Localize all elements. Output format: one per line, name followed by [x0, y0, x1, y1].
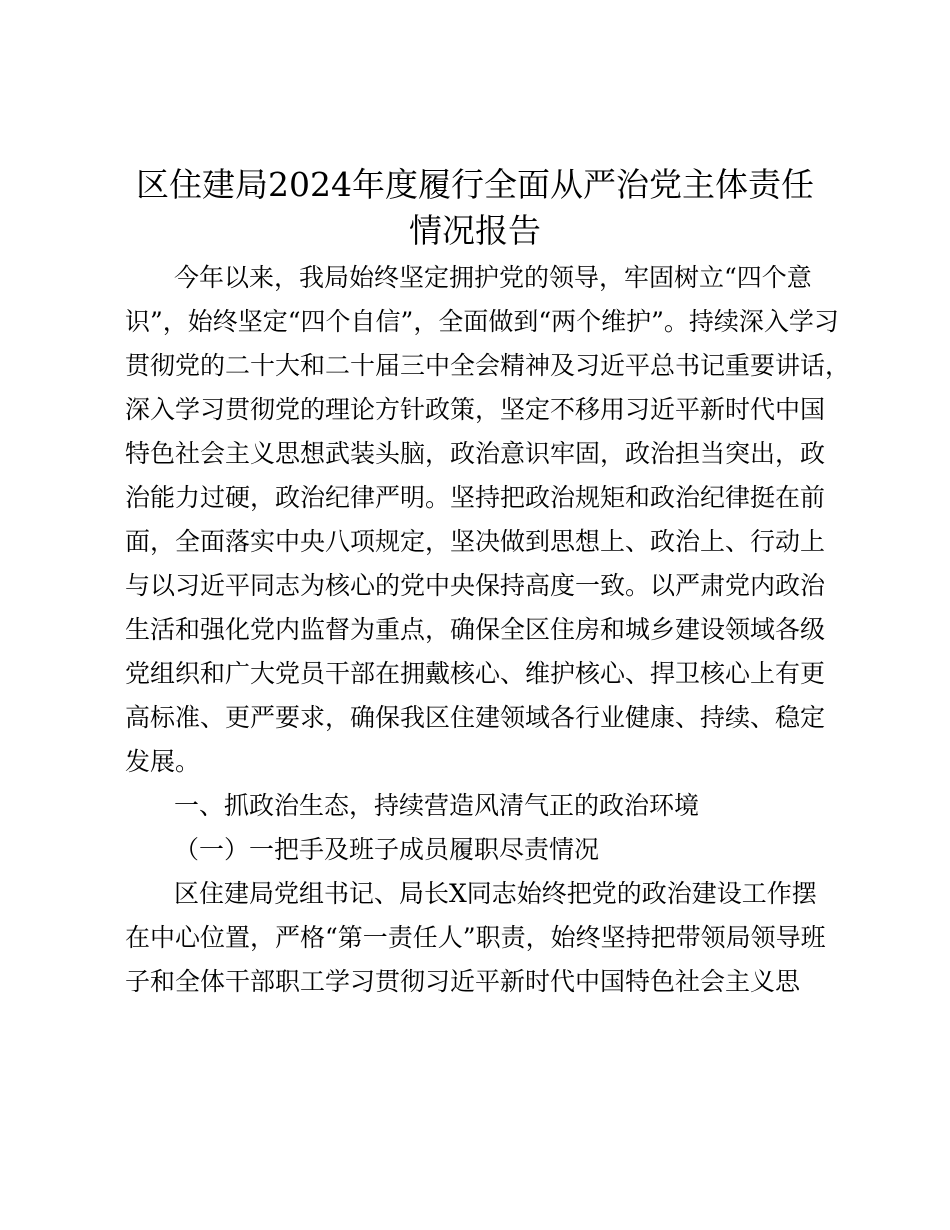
paragraph-1-line-11: 高标准、更严要求，确保我区住建领域各行业健康、持续、稳定 [125, 703, 826, 732]
section-heading-1: 一、抓政治生态，持续营造风清气正的政治环境 [174, 791, 700, 820]
paragraph-1-line-12: 发展。 [125, 747, 201, 776]
paragraph-2-line-1: 区住建局党组书记、局长X同志始终把党的政治建设工作摆 [174, 879, 817, 908]
paragraph-2-line-3: 子和全体干部职工学习贯彻习近平新时代中国特色社会主义思 [125, 967, 801, 996]
subsection-heading-1: （一）一把手及班子成员履职尽责情况 [174, 835, 600, 864]
paragraph-1-line-6: 治能力过硬，政治纪律严明。坚持把政治规矩和政治纪律挺在前 [125, 483, 826, 512]
paragraph-1-line-3: 贯彻党的二十大和二十届三中全会精神及习近平总书记重要讲话， [125, 351, 851, 380]
paragraph-1-line-7: 面，全面落实中央八项规定，坚决做到思想上、政治上、行动上 [125, 527, 826, 556]
document-title-line-1: 区住建局2024年度履行全面从严治党主体责任 [136, 165, 814, 204]
paragraph-1-line-9: 生活和强化党内监督为重点，确保全区住房和城乡建设领域各级 [125, 615, 826, 644]
paragraph-1-line-1: 今年以来，我局始终坚定拥护党的领导，牢固树立“四个意 [174, 263, 812, 292]
paragraph-1-line-4: 深入学习贯彻党的理论方针政策，坚定不移用习近平新时代中国 [125, 395, 826, 424]
paragraph-1-line-10: 党组织和广大党员干部在拥戴核心、维护核心、捍卫核心上有更 [125, 659, 826, 688]
document-title-line-2: 情况报告 [409, 211, 541, 250]
paragraph-1-line-2: 识”，始终坚定“四个自信”，全面做到“两个维护”。持续深入学习 [125, 307, 839, 336]
paragraph-1-line-5: 特色社会主义思想武装头脑，政治意识牢固，政治担当突出，政 [125, 439, 826, 468]
paragraph-2-line-2: 在中心位置，严格“第一责任人”职责，始终坚持把带领局领导班 [125, 923, 826, 952]
paragraph-1-line-8: 与以习近平同志为核心的党中央保持高度一致。以严肃党内政治 [125, 571, 826, 600]
